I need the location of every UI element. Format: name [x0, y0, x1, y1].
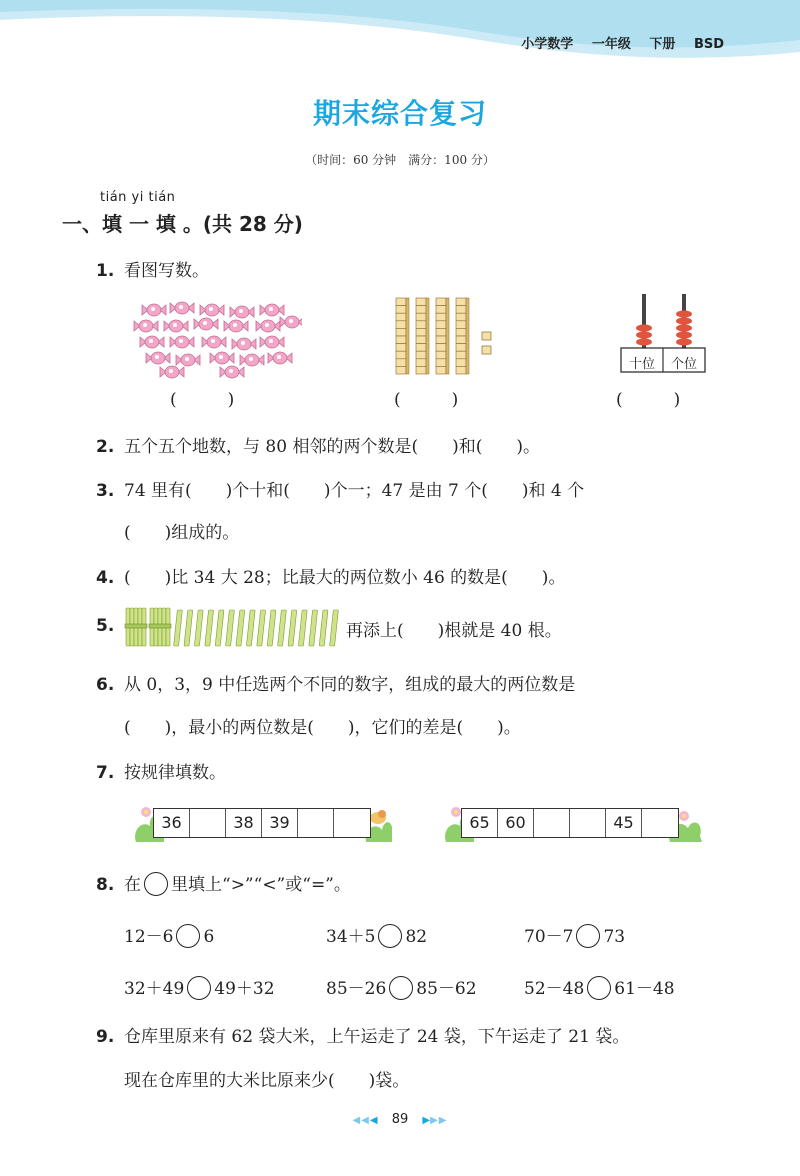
prev-arrows-icon: ◀◀: [352, 1115, 370, 1126]
question-number: 1.: [96, 261, 115, 281]
question-3-line2: ( )组成的。: [124, 523, 240, 543]
candy-icon: [200, 304, 224, 316]
question-2: [96, 432, 540, 457]
single-stick: [288, 610, 297, 646]
single-cube: [482, 346, 491, 354]
candy-picture: [132, 300, 302, 380]
header-grade: 一年级: [591, 37, 631, 52]
question-text: ( )比 34 大 28；比最大的两位数小 46 的数是( )。: [124, 568, 566, 588]
question-text: 五个五个地数，与 80 相邻的两个数是( )和( )。: [124, 437, 540, 457]
question-1: [96, 256, 209, 281]
single-stick: [236, 610, 245, 646]
compare-circle[interactable]: [176, 924, 200, 948]
candy-icon: [142, 304, 166, 316]
question-9-line2: 现在仓库里的大米比原来少( )袋。: [124, 1071, 410, 1091]
seq-cell: 65: [462, 809, 498, 837]
question-text: 74 里有( )个十和( )个一；47 是由 7 个( )和 4 个: [124, 481, 585, 501]
page-subtitle: （时间：60 分钟 满分：100 分）: [305, 153, 495, 167]
answer-blank-abacus[interactable]: ( ): [616, 390, 681, 410]
candy-icon: [230, 306, 254, 318]
sticks-picture: [124, 604, 346, 650]
candy-icon: [260, 304, 284, 316]
header-subject: 小学数学: [521, 37, 574, 52]
seq-cell: 60: [498, 809, 534, 837]
compare-item: 70－7 73: [524, 922, 625, 950]
compare-circle[interactable]: [576, 924, 600, 948]
single-stick: [257, 610, 266, 646]
candy-icon: [134, 320, 158, 332]
candy-icon: [256, 320, 280, 332]
compare-item: 85－26 85－62: [326, 974, 477, 1002]
candy-icon: [280, 316, 302, 328]
candy-icon: [176, 354, 200, 366]
single-stick: [298, 610, 307, 646]
page-title: 期末综合复习: [312, 97, 487, 130]
single-stick: [184, 610, 193, 646]
next-arrow-icon: ▶: [422, 1115, 431, 1126]
single-stick: [205, 610, 214, 646]
question-number: 7.: [96, 763, 115, 783]
circle-icon: [144, 872, 168, 896]
candy-icon: [240, 354, 264, 366]
answer-blank-cubes[interactable]: ( ): [394, 390, 459, 410]
ten-cube-column: [436, 298, 449, 374]
seq-cell-blank[interactable]: [642, 809, 678, 837]
question-number: 9.: [96, 1027, 115, 1047]
candy-icon: [170, 302, 194, 314]
abacus-label-ones: 个位: [670, 357, 697, 372]
question-8: [96, 870, 351, 898]
candy-icon: [268, 352, 292, 364]
candy-icon: [146, 352, 170, 364]
single-stick: [319, 610, 328, 646]
question-number: 4.: [96, 568, 115, 588]
header-edition: BSD: [693, 37, 724, 52]
prev-arrow-icon: ◀: [369, 1115, 378, 1126]
question-number: 8.: [96, 875, 115, 895]
answer-blank-candy[interactable]: ( ): [170, 390, 235, 410]
candy-icon: [220, 366, 244, 378]
stick-bundle: [125, 608, 147, 646]
question-5: [96, 616, 124, 636]
question-text: 仓库里原来有 62 袋大米，上午运走了 24 袋，下午运走了 21 袋。: [124, 1027, 630, 1047]
candy-icon: [164, 320, 188, 332]
page-footer: [0, 1112, 800, 1127]
seq-cell: 45: [606, 809, 642, 837]
single-stick: [267, 610, 276, 646]
candy-icon: [224, 320, 248, 332]
seq-cell: 38: [226, 809, 262, 837]
compare-item: 34＋5 82: [326, 922, 427, 950]
candy-icon: [260, 336, 284, 348]
single-stick: [194, 610, 203, 646]
single-stick: [246, 610, 255, 646]
seq-cell-blank[interactable]: [298, 809, 334, 837]
question-9: [96, 1022, 629, 1047]
candy-icon: [140, 336, 164, 348]
ten-cube-column: [456, 298, 469, 374]
single-stick: [330, 610, 339, 646]
question-text: 按规律填数。: [124, 763, 226, 783]
question-text: 从 0，3，9 中任选两个不同的数字，组成的最大的两位数是: [124, 675, 576, 695]
compare-circle[interactable]: [187, 976, 211, 1000]
ten-cube-column: [396, 298, 409, 374]
number-sequence-b: [461, 808, 679, 838]
question-number: 3.: [96, 481, 115, 501]
seq-cell-blank[interactable]: [570, 809, 606, 837]
single-stick: [309, 610, 318, 646]
compare-item: 32＋49 49＋32: [124, 974, 275, 1002]
section-heading: 一、填 一 填 。(共 28 分): [62, 212, 303, 236]
stick-bundle: [149, 608, 171, 646]
compare-circle[interactable]: [378, 924, 402, 948]
question-4: [96, 563, 565, 588]
compare-circle[interactable]: [587, 976, 611, 1000]
compare-circle[interactable]: [389, 976, 413, 1000]
seq-cell: 39: [262, 809, 298, 837]
question-6: [96, 670, 575, 695]
header-volume: 下册: [649, 37, 676, 52]
seq-cell: 36: [154, 809, 190, 837]
single-stick: [215, 610, 224, 646]
seq-cell-blank[interactable]: [534, 809, 570, 837]
compare-item: 52－48 61－48: [524, 974, 675, 1002]
seq-cell-blank[interactable]: [334, 809, 370, 837]
question-5-text: 再添上( )根就是 40 根。: [346, 621, 562, 641]
seq-cell-blank[interactable]: [190, 809, 226, 837]
header-info: [507, 33, 724, 52]
question-6-line2: ( )，最小的两位数是( )，它们的差是( )。: [124, 718, 521, 738]
single-cube: [482, 332, 491, 340]
question-text-pre: 在: [124, 875, 141, 895]
question-7: [96, 758, 226, 783]
question-text: 看图写数。: [124, 261, 209, 281]
single-stick: [278, 610, 287, 646]
ten-cube-column: [416, 298, 429, 374]
candy-icon: [170, 336, 194, 348]
number-sequence-a: [153, 808, 371, 838]
single-stick: [226, 610, 235, 646]
candy-icon: [202, 336, 226, 348]
question-3: [96, 476, 584, 501]
tens-cubes-picture: [394, 296, 504, 378]
question-number: 2.: [96, 437, 115, 457]
candy-icon: [160, 366, 184, 378]
candy-icon: [232, 338, 256, 350]
candy-icon: [194, 318, 218, 330]
question-text-post: 里填上“>”“<”或“=”。: [171, 875, 351, 895]
question-number: 6.: [96, 675, 115, 695]
compare-item: 12－6 6: [124, 922, 214, 950]
question-number: 5.: [96, 616, 115, 636]
section-pinyin: tián yi tián: [100, 190, 176, 205]
abacus-label-tens: 十位: [628, 357, 655, 372]
candy-icon: [210, 352, 234, 364]
single-stick: [174, 610, 183, 646]
page-number: 89: [391, 1112, 409, 1127]
next-arrows-icon: ▶▶: [430, 1115, 448, 1126]
